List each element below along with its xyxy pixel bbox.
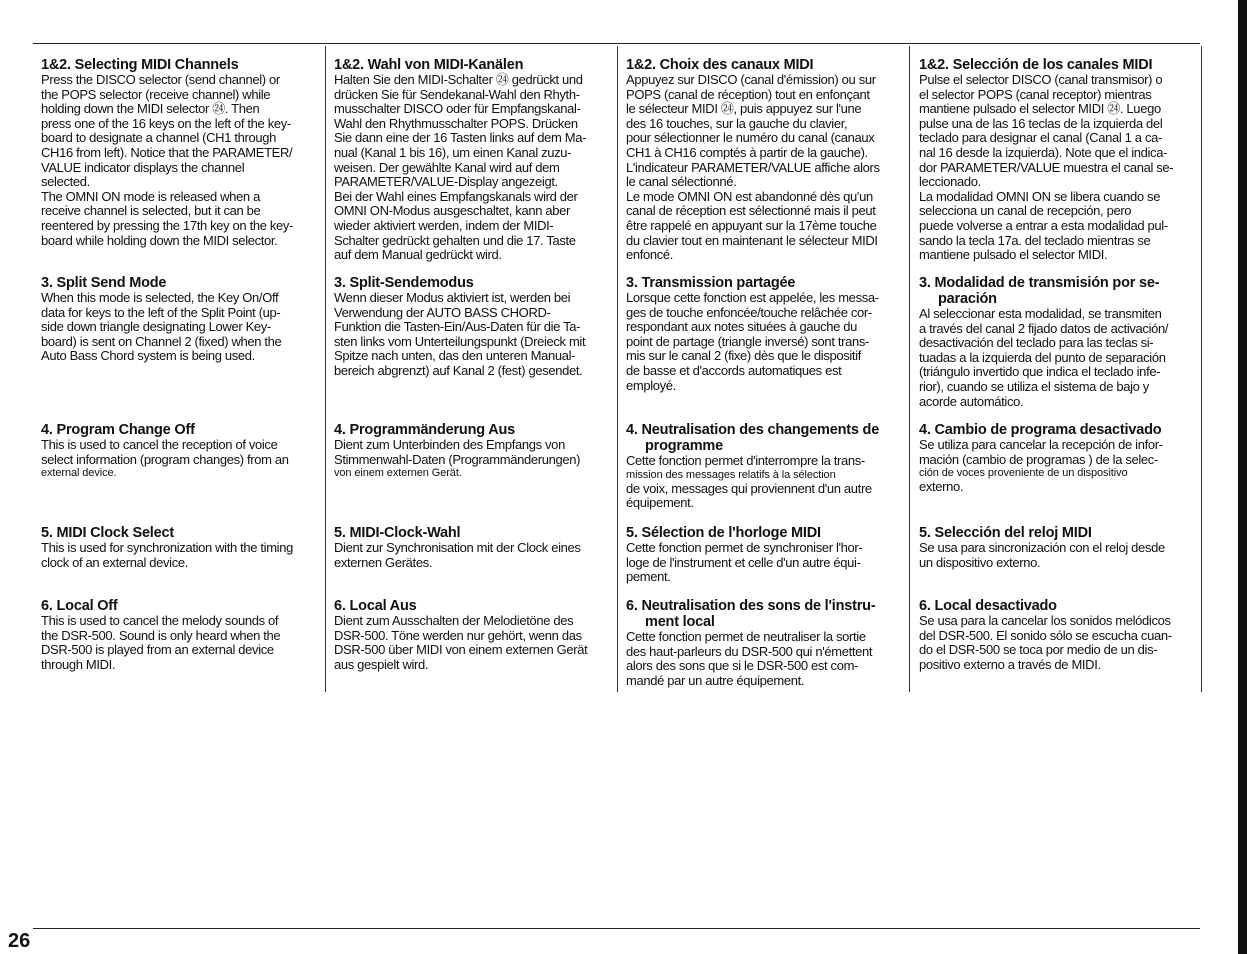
section-de-4 — [334, 422, 607, 480]
section-body-tail: mission des messages relatifs à la sélection — [626, 468, 836, 481]
section-title: 6. Neutralisation des sons de l'instru-ment local — [626, 598, 876, 630]
section-de-3 — [334, 275, 607, 379]
page-edge-bar — [1238, 0, 1247, 954]
section-body-tail: external device. — [41, 467, 117, 480]
section-title: 4. Neutralisation des changements de programme — [626, 422, 880, 454]
section-es-4 — [919, 422, 1197, 495]
section-body: Wenn dieser Modus aktiviert ist, werden bei Verwendung der AUTO BASS CHORD- Funktion die Tasten-Ein/Aus-Daten für die Ta- sten links vom Unterteilungspunkt (Dreieck mit Spitze nach unten, das den unteren Manual- bereich abgrenzt) auf Kanal 2 (fest) gesendet. — [334, 290, 586, 378]
section-body: Se usa para sincronización con el reloj desde un dispositivo externo. — [919, 540, 1165, 570]
column-english — [41, 46, 319, 692]
section-title: 3. Split-Sendemodus — [334, 275, 474, 291]
section-body — [919, 438, 1197, 495]
section-body — [41, 438, 319, 480]
section-body: Se usa para la cancelar los sonidos melódicos del DSR-500. El sonido sólo se escucha cuan- do el DSR-500 se toca por medio de un dis- positivo externo a través de MIDI. — [919, 613, 1172, 672]
section-title: 3. Split Send Mode — [41, 275, 167, 291]
section-fr-1 — [626, 57, 904, 263]
section-body-text-2: externo. — [919, 479, 964, 495]
section-body: Dient zur Synchronisation mit der Clock eines externen Gerätes. — [334, 540, 581, 570]
section-es-5 — [919, 525, 1197, 570]
section-title: 6. Local desactivado — [919, 598, 1057, 614]
column-spanish — [909, 46, 1202, 692]
section-body-text: Se utiliza para cancelar la recepción de infor- mación (cambio de programas ) de la selec- — [919, 437, 1163, 467]
section-title: 5. Sélection de l'horloge MIDI — [626, 525, 821, 541]
section-body: This is used for synchronization with the timing clock of an external device. — [41, 540, 293, 570]
section-body — [334, 438, 607, 480]
section-body-tail: von einem externen Gerät. — [334, 467, 462, 480]
column-german — [325, 46, 607, 692]
section-title: 6. Local Aus — [334, 598, 417, 614]
section-body: When this mode is selected, the Key On/Off data for keys to the left of the Split Point (up- side down triangle designating Lower Key- board) is sent on Channel 2 (fixed) when the Auto Bass Chord system is being used. — [41, 290, 282, 364]
section-de-1 — [334, 57, 607, 263]
section-fr-3 — [626, 275, 904, 393]
section-body: Press the DISCO selector (send channel) or the POPS selector (receive channel) while holding down the MIDI selector ㉔. Then press one of the 16 keys on the left of the key- board to designate a channel (CH1 through CH16 from left). Notice that the PARAMETER/ VALUE indicator displays the channel selected. The OMNI ON mode is released when a receive channel is selected, but it can be reentered by pressing the 17th key on the key- board while holding down the MIDI selector. — [41, 72, 294, 248]
section-body-text: Cette fonction permet d'interrompre la trans- — [626, 453, 865, 468]
section-title: 5. MIDI-Clock-Wahl — [334, 525, 461, 541]
section-title: 1&2. Choix des canaux MIDI — [626, 57, 814, 73]
section-de-6 — [334, 598, 607, 672]
section-es-3 — [919, 275, 1197, 409]
section-en-3 — [41, 275, 319, 364]
section-title: 6. Local Off — [41, 598, 118, 614]
section-title: 4. Cambio de programa desactivado — [919, 422, 1162, 438]
section-fr-6 — [626, 598, 904, 688]
section-title: 4. Program Change Off — [41, 422, 195, 438]
section-fr-5 — [626, 525, 904, 585]
section-body: Halten Sie den MIDI-Schalter ㉔ gedrückt und drücken Sie für Sendekanal-Wahl den Rhyth- musschalter DISCO oder für Empfangskanal- Wahl den Rhythmusschalter POPS. Drücken Sie dann eine der 16 Tasten links auf dem Ma- nual (Kanal 1 bis 16), um einen Kanal zuzu- weisen. Der gewählte Kanal wird auf dem PARAMETER/VALUE-Display angezeigt. Bei der Wahl eines Empfangskanals wird der OMNI ON-Modus ausgeschaltet, kann aber wieder aktiviert werden, indem der MIDI- Schalter gedrückt gehalten und die 17. Taste auf dem Manual gedrückt wird. — [334, 72, 587, 263]
section-body-text: Dient zum Unterbinden des Empfangs von Stimmenwahl-Daten (Programmänderungen) — [334, 437, 581, 467]
section-en-1 — [41, 57, 319, 248]
section-title: 1&2. Selecting MIDI Channels — [41, 57, 239, 73]
section-en-6 — [41, 598, 319, 672]
section-body-tail: ción de voces proveniente de un dispositivo — [919, 467, 1128, 480]
section-title: 3. Modalidad de transmisión por se-paración — [919, 275, 1160, 307]
section-title: 4. Programmänderung Aus — [334, 422, 515, 438]
section-es-6 — [919, 598, 1197, 672]
top-rule — [33, 43, 1200, 44]
section-de-5 — [334, 525, 607, 570]
section-fr-4 — [626, 422, 904, 511]
section-body: Cette fonction permet de synchroniser l'hor- loge de l'instrument et celle d'un autre équi- pement. — [626, 540, 863, 585]
section-body-text-2: de voix, messages qui proviennent d'un autre équipement. — [626, 480, 872, 511]
column-french — [617, 46, 904, 692]
page-number: 26 — [8, 930, 31, 952]
section-body: Dient zum Ausschalten der Melodietöne des DSR-500. Töne werden nur gehört, wenn das DSR-500 über MIDI von einem externen Gerät aus gespielt wird. — [334, 613, 588, 672]
section-title: 3. Transmission partagée — [626, 275, 796, 291]
section-body: Lorsque cette fonction est appelée, les messa- ges de touche enfoncée/touche relâchée cor- respondant aux notes situées à gauche du point de partage (triangle inversé) sont trans- mis sur le canal 2 (fixe) dès que le dispositif de basse et d'accords automatiques est employé. — [626, 290, 879, 393]
section-body: Appuyez sur DISCO (canal d'émission) ou sur POPS (canal de réception) tout en enfonçant le sélecteur MIDI ㉔, puis appuyez sur l'une des 16 touches, sur la gauche du clavier, pour sélectionner le numéro du canal (canaux CH1 à CH16 comptés à partir de la gauche). L'indicateur PARAMETER/VALUE affiche alors le canal sélectionné. Le mode OMNI ON est abandonné dès qu'un canal de réception est sélectionné mais il peut être rappelé en appuyant sur la 17ème touche du clavier tout en maintenant le sélecteur MIDI enfoncé. — [626, 72, 880, 263]
section-body: Cette fonction permet de neutraliser la sortie des haut-parleurs du DSR-500 qui n'émettent alors des sons que si le DSR-500 est com- mandé par un autre équipement. — [626, 629, 873, 688]
section-en-4 — [41, 422, 319, 480]
section-body: Al seleccionar esta modalidad, se transmiten a través del canal 2 fijado datos de activación/ desactivación del teclado para las teclas si- tuadas a la izquierda del punto de separación (triángulo invertido que indica el teclado infe- rior), cuando se utiliza el sistema de bajo y acorde automático. — [919, 306, 1169, 409]
section-en-5 — [41, 525, 319, 570]
section-es-1 — [919, 57, 1197, 263]
section-body-text: This is used to cancel the reception of voice select information (program changes) from an — [41, 437, 289, 467]
section-title: 5. MIDI Clock Select — [41, 525, 174, 541]
section-body: This is used to cancel the melody sounds of the DSR-500. Sound is only heard when the DSR-500 is played from an external device through MIDI. — [41, 613, 281, 672]
section-title: 5. Selección del reloj MIDI — [919, 525, 1092, 541]
section-body: Pulse el selector DISCO (canal transmisor) o el selector POPS (canal receptor) mientras mantiene pulsado el selector MIDI ㉔. Luego pulse una de las 16 teclas de la izquierda del teclado para designar el canal (Canal 1 a ca- nal 16 desde la izquierda). Note que el indica- dor PARAMETER/VALUE muestra el canal se- leccionado. La modalidad OMNI ON se libera cuando se selecciona un canal de recepción, pero puede volverse a entrar a esta modalidad pul- sando la tecla 17a. del teclado mientras se mantiene pulsado el selector MIDI. — [919, 72, 1174, 263]
section-title: 1&2. Wahl von MIDI-Kanälen — [334, 57, 524, 73]
section-body — [626, 454, 904, 511]
section-title: 1&2. Selección de los canales MIDI — [919, 57, 1153, 73]
bottom-rule — [33, 928, 1200, 929]
